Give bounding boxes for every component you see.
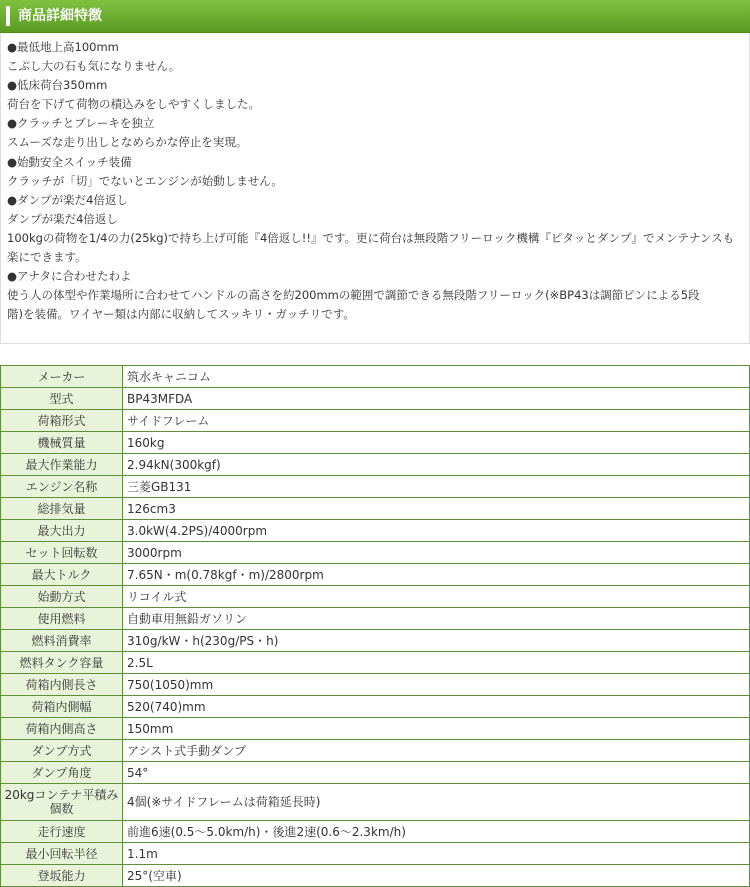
section-title: 商品詳細特徴 bbox=[18, 8, 102, 24]
spec-label: 燃料消費率 bbox=[1, 630, 123, 652]
spec-label: 荷箱形式 bbox=[1, 410, 123, 432]
feature-line: こぶし大の石も気になりません。 bbox=[7, 59, 181, 74]
spec-label: 最大トルク bbox=[1, 564, 123, 586]
spec-value: 筑水キャニコム bbox=[123, 366, 750, 388]
spec-label: 荷箱内側幅 bbox=[1, 696, 123, 718]
spec-value: 3.0kW(4.2PS)/4000rpm bbox=[123, 520, 750, 542]
spec-value: 310g/kW・h(230g/PS・h) bbox=[123, 630, 750, 652]
spec-label: ダンプ角度 bbox=[1, 762, 123, 784]
spec-value: 7.65N・m(0.78kgf・m)/2800rpm bbox=[123, 564, 750, 586]
spec-row bbox=[1, 388, 750, 410]
spec-row bbox=[1, 564, 750, 586]
spec-label: 走行速度 bbox=[1, 821, 123, 843]
spec-value: 160kg bbox=[123, 432, 750, 454]
spec-label: 20kgコンテナ平積み個数 bbox=[1, 784, 123, 821]
spec-value: リコイル式 bbox=[123, 586, 750, 608]
spec-label: 登坂能力 bbox=[1, 865, 123, 887]
spec-value: 520(740)mm bbox=[123, 696, 750, 718]
spec-label: 燃料タンク容量 bbox=[1, 652, 123, 674]
spec-row bbox=[1, 410, 750, 432]
spec-label: エンジン名称 bbox=[1, 476, 123, 498]
spec-value: 750(1050)mm bbox=[123, 674, 750, 696]
spec-label: 荷箱内側高さ bbox=[1, 718, 123, 740]
spec-label: 機械質量 bbox=[1, 432, 123, 454]
feature-line: 使う人の体型や作業場所に合わせてハンドルの高さを約200mmの範囲で調節できる無段階フリーロック(※BP43は調節ピンによる5段 bbox=[7, 288, 700, 303]
spec-value: 4個(※サイドフレームは荷箱延長時) bbox=[123, 784, 750, 821]
feature-line: 荷台を下げて荷物の積込みをしやすくしました。 bbox=[7, 97, 260, 112]
spec-row bbox=[1, 608, 750, 630]
spec-row bbox=[1, 586, 750, 608]
spec-value: 自動車用無鉛ガソリン bbox=[123, 608, 750, 630]
spec-label: 総排気量 bbox=[1, 498, 123, 520]
features-list bbox=[7, 38, 743, 324]
spec-row bbox=[1, 366, 750, 388]
feature-line: ●始動安全スイッチ装備 bbox=[7, 154, 132, 169]
spec-value: 2.5L bbox=[123, 652, 750, 674]
spec-row bbox=[1, 821, 750, 843]
spec-row bbox=[1, 674, 750, 696]
spec-row bbox=[1, 432, 750, 454]
feature-line: スムーズな走り出しとなめらかな停止を実現。 bbox=[7, 135, 248, 150]
spec-label: セット回転数 bbox=[1, 542, 123, 564]
spec-row bbox=[1, 542, 750, 564]
spec-label: 荷箱内側長さ bbox=[1, 674, 123, 696]
spec-value: 150mm bbox=[123, 718, 750, 740]
spec-row bbox=[1, 865, 750, 887]
spec-value: 126cm3 bbox=[123, 498, 750, 520]
header-accent-bar bbox=[6, 6, 10, 26]
spec-row bbox=[1, 784, 750, 821]
spec-value: 1.1m bbox=[123, 843, 750, 865]
spec-label: 最小回転半径 bbox=[1, 843, 123, 865]
spec-value: アシスト式手動ダンプ bbox=[123, 740, 750, 762]
feature-line: 100kgの荷物を1/4の力(25kg)で持ち上げ可能『4倍返し!!』です。更に荷台は無段階フリーロック機構『ピタッとダンプ』でメンテナンスも bbox=[7, 230, 735, 245]
spec-row bbox=[1, 498, 750, 520]
spec-label: 使用燃料 bbox=[1, 608, 123, 630]
spec-label: 最大出力 bbox=[1, 520, 123, 542]
spec-row bbox=[1, 652, 750, 674]
spec-value: 54° bbox=[123, 762, 750, 784]
spec-row bbox=[1, 520, 750, 542]
feature-line: ●クラッチとブレーキを独立 bbox=[7, 116, 155, 131]
spec-row bbox=[1, 476, 750, 498]
spec-label: ダンプ方式 bbox=[1, 740, 123, 762]
spec-value: 三菱GB131 bbox=[123, 476, 750, 498]
feature-line: ●最低地上高100mm bbox=[7, 40, 119, 54]
spec-label: 最大作業能力 bbox=[1, 454, 123, 476]
spec-row bbox=[1, 762, 750, 784]
spec-row bbox=[1, 843, 750, 865]
section-header bbox=[0, 0, 750, 33]
spec-row bbox=[1, 740, 750, 762]
feature-line: ●アナタに合わせたわよ bbox=[7, 269, 132, 284]
spec-value: 前進6速(0.5～5.0km/h)・後進2速(0.6～2.3km/h) bbox=[123, 821, 750, 843]
feature-line: ●低床荷台350mm bbox=[7, 78, 108, 93]
spec-label: 型式 bbox=[1, 388, 123, 410]
spec-row bbox=[1, 454, 750, 476]
spec-value: 25°(空車) bbox=[123, 865, 750, 887]
spec-label: メーカー bbox=[1, 366, 123, 388]
spec-value: サイドフレーム bbox=[123, 410, 750, 432]
spec-row bbox=[1, 630, 750, 652]
spec-table bbox=[0, 365, 750, 887]
feature-line: ●ダンプが楽だ4倍返し bbox=[7, 192, 128, 207]
spec-row bbox=[1, 718, 750, 740]
feature-line: クラッチが「切」でないとエンジンが始動しません。 bbox=[7, 173, 283, 188]
feature-line: ダンプが楽だ4倍返し bbox=[7, 211, 118, 226]
feature-line: 楽にできます。 bbox=[7, 250, 87, 265]
spec-row bbox=[1, 696, 750, 718]
spec-value: 2.94kN(300kgf) bbox=[123, 454, 750, 476]
spec-value: BP43MFDA bbox=[123, 388, 750, 410]
feature-line: 階)を装備。ワイヤー類は内部に収納してスッキリ・ガッチリです。 bbox=[7, 307, 355, 322]
spec-label: 始動方式 bbox=[1, 586, 123, 608]
features-box bbox=[0, 33, 750, 344]
spec-value: 3000rpm bbox=[123, 542, 750, 564]
